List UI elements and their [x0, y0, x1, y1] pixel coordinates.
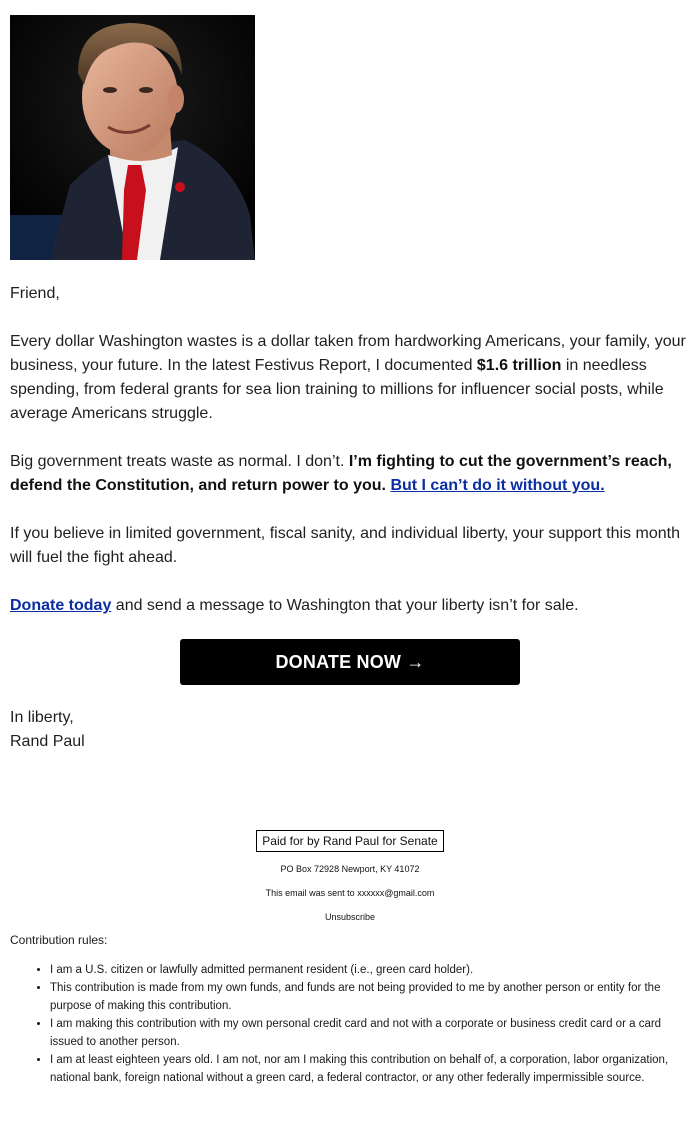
para1-text-b: in needless spending, from federal grants for sea lion training to millions for influencer social posts, while average Americans struggle. — [10, 357, 664, 422]
donate-today-link[interactable]: Donate today — [10, 597, 112, 614]
signoff-closing: In liberty, — [10, 709, 74, 726]
paid-for-disclaimer: Paid for by Rand Paul for Senate — [256, 830, 443, 852]
contribution-rules-list — [10, 961, 690, 1087]
sent-to-notice: This email was sent to xxxxxx@gmail.com — [265, 888, 435, 898]
contribution-rules-title: Contribution rules: — [10, 933, 108, 947]
rule-item: • I am at least eighteen years old. I am not, nor am I making this contribution on behalf of, a corporation, labor organization, national bank, foreign national without a green card, a federal contractor, or any other federally impermissible source. — [50, 1051, 690, 1087]
rule-item: • I am a U.S. citizen or lawfully admitted permanent resident (i.e., green card holder). — [50, 961, 690, 979]
signoff — [10, 706, 690, 754]
para2-bold: I’m fighting to cut the government’s reach, defend the Constitution, and return power to you. — [10, 453, 672, 494]
donate-button-row — [10, 639, 690, 685]
footer — [10, 830, 690, 922]
greeting: Friend, — [10, 285, 60, 302]
paragraph-festivus — [10, 330, 690, 426]
mailing-address: PO Box 72928 Newport, KY 41072 — [280, 864, 420, 874]
para1-bold-amount: $1.6 trillion — [476, 357, 562, 374]
para2-text-a: Big government treats waste as normal. I don’t. — [10, 453, 349, 470]
paragraph-donate-today — [10, 594, 690, 618]
para4-text: and send a message to Washington that your liberty isn’t for sale. — [111, 597, 579, 614]
cant-do-it-link[interactable]: But I can’t do it without you. — [390, 477, 605, 494]
donate-now-button[interactable]: DONATE NOW → — [180, 639, 520, 685]
paragraph-support: If you believe in limited government, fiscal sanity, and individual liberty, your support this month will fuel the fight ahead. — [10, 525, 680, 566]
para1-text-a: Every dollar Washington wastes is a dollar taken from hardworking Americans, your family, your business, your future. In the latest Festivus Report, I documented — [10, 333, 686, 374]
rule-item: • I am making this contribution with my own personal credit card and not with a corporate or business credit card or a card issued to another person. — [50, 1015, 690, 1051]
email-body — [10, 15, 690, 1087]
signoff-signature: Rand Paul — [10, 733, 85, 750]
paragraph-fighting — [10, 450, 690, 498]
rule-item: • This contribution is made from my own funds, and funds are not being provided to me by another person or entity for the purpose of making this contribution. — [50, 979, 690, 1015]
unsubscribe-link[interactable]: Unsubscribe — [324, 912, 376, 922]
portrait-image — [10, 15, 255, 260]
